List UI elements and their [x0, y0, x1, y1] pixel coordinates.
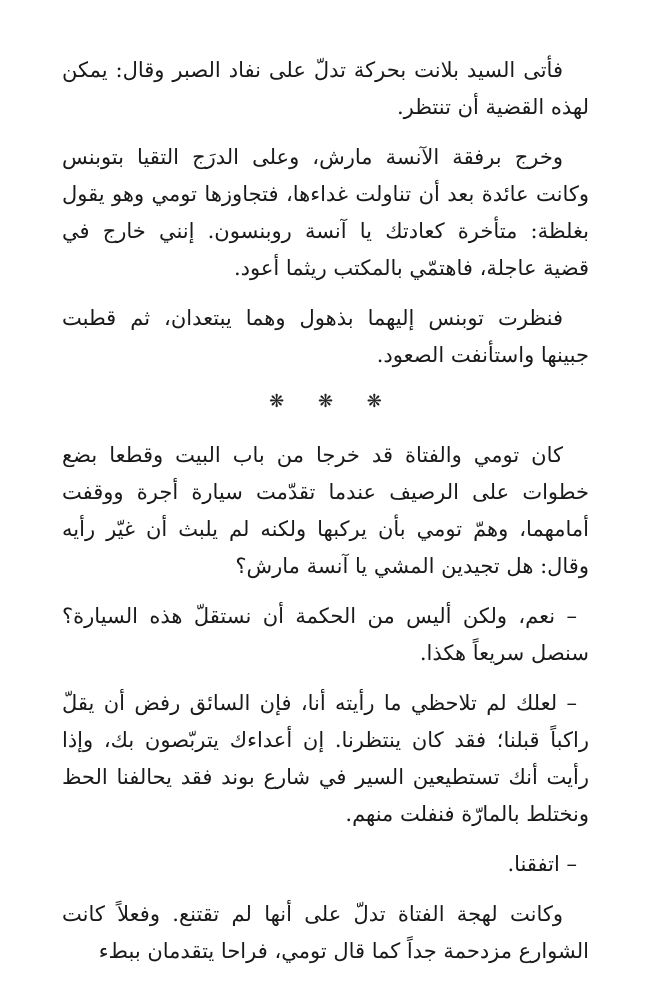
- section-separator: ❋ ❋ ❋: [269, 391, 396, 412]
- paragraph-5: وكانت لهجة الفتاة تدلّ على أنها لم تقتنع. وفعلاً كانت الشوارع مزدحمة جداً كما قال تومي، فراحا يتقدمان ببطء: [62, 902, 589, 963]
- dialogue-line-3: – اتفقنا.: [507, 852, 577, 876]
- paragraph-3: فنظرت توبنس إليهما بذهول وهما يبتعدان، ثم قطبت جبينها واستأنفت الصعود.: [62, 306, 589, 367]
- dialogue-line-1: – نعم، ولكن أليس من الحكمة أن نستقلّ هذه السيارة؟ سنصل سريعاً هكذا.: [62, 604, 589, 665]
- paragraph-2: وخرج برفقة الآنسة مارش، وعلى الدرَج التقيا بتوبنس وكانت عائدة بعد أن تناولت غداءها، فتجاوزها تومي وهو يقول بغلظة: متأخرة كعادتك يا آنسة روبنسون. إنني خارج في قضية عاجلة، فاهتمّي بالمكتب ريثما أعود.: [62, 145, 589, 280]
- paragraph-1: فأتى السيد بلانت بحركة تدلّ على نفاد الصبر وقال: يمكن لهذه القضية أن تنتظر.: [62, 58, 589, 119]
- paragraph-4: كان تومي والفتاة قد خرجا من باب البيت وقطعا بضع خطوات على الرصيف عندما تقدّمت سيارة أجرة ووقفت أمامهما، وهمّ تومي بأن يركبها ولكنه لم يلبث أن غيّر رأيه وقال: هل تجيدين المشي يا آنسة مارش؟: [62, 443, 589, 578]
- dialogue-line-2: – لعلك لم تلاحظي ما رأيته أنا، فإن السائق رفض أن يقلّ راكباً قبلنا؛ فقد كان ينتظرنا. إن أعداءك يتربّصون بك، وإذا رأيت أنك تستطيعين السير في شارع بوند فقد يحالفنا الحظ ونختلط بالمارّة فنفلت منهم.: [62, 691, 589, 826]
